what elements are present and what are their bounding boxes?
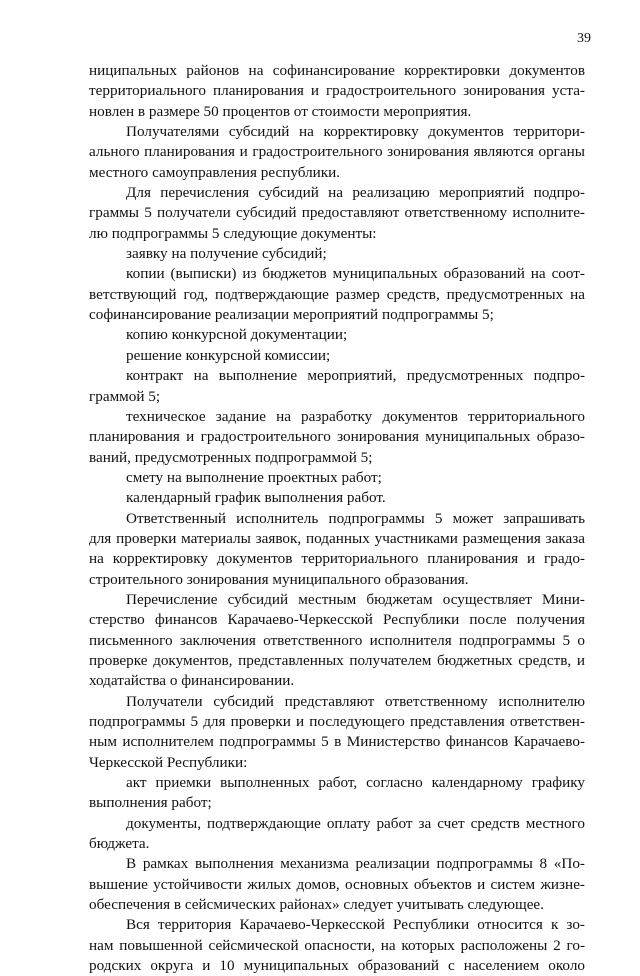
text-line: ходатайства о финансировании.: [89, 672, 295, 690]
text-line: календарный график выполнения работ.: [126, 489, 386, 507]
text-line: копии (выписки) из бюджетов муниципальных образований на соот-: [126, 265, 585, 283]
text-line: граммой 5;: [89, 387, 161, 405]
text-line: Получатели субсидий представляют ответственному исполнителю: [126, 692, 585, 710]
text-line: акт приемки выполненных работ, согласно календарному графику: [126, 774, 585, 792]
body-text: [89, 61, 585, 976]
text-line: подпрограммы 5 для проверки и последующего представления ответствен-: [89, 713, 585, 730]
text-line: документы, подтверждающие оплату работ за счет средств местного: [126, 814, 585, 832]
text-line: заявку на получение субсидий;: [126, 245, 327, 263]
text-line: стерство финансов Карачаево-Черкесской Республики после получения: [89, 611, 585, 629]
text-line: нам повышенной сейсмической опасности, на которых расположены 2 го-: [89, 936, 585, 954]
text-line: ным исполнителем подпрограммы 5 в Министерство финансов Карачаево-: [89, 733, 585, 751]
text-line: Для перечисления субсидий на реализацию мероприятий подпро-: [126, 184, 585, 202]
text-line: ниципальных районов на софинансирование корректировки документов: [89, 62, 585, 79]
text-line: обеспечения в сейсмических районах» следует учитывать следующее.: [89, 896, 544, 914]
text-line: ветствующий год, подтверждающие размер средств, предусмотренных на: [89, 285, 585, 303]
text-line: бюджета.: [89, 835, 150, 853]
text-line: территориального планирования и градостроительного зонирования уста-: [89, 82, 585, 100]
text-line: граммы 5 получатели субсидий предоставляют ответственному исполните-: [89, 204, 585, 222]
text-line: вышение устойчивости жилых домов, основных объектов и систем жизне-: [89, 875, 585, 893]
text-line: новлен в размере 50 процентов от стоимости мероприятия.: [89, 102, 472, 120]
text-line: Получателями субсидий на корректировку документов территори-: [126, 123, 585, 141]
page-number: 39: [577, 31, 591, 46]
text-line: контракт на выполнение мероприятий, предусмотренных подпро-: [126, 367, 585, 385]
text-line: ального планирования и градостроительного зонирования являются органы: [89, 143, 585, 161]
text-line: строительного зонирования муниципального образования.: [89, 570, 469, 588]
text-line: Перечисление субсидий местным бюджетам осуществляет Мини-: [126, 590, 585, 608]
text-line: решение конкурсной комиссии;: [126, 346, 331, 364]
text-line: ваний, предусмотренных подпрограммой 5;: [89, 448, 373, 466]
text-line: на корректировку документов территориального планирования и градо-: [89, 550, 585, 568]
text-line: письменного заключения ответственного исполнителя подпрограммы 5 о: [89, 631, 585, 649]
text-line: техническое задание на разработку документов территориального: [126, 407, 585, 425]
text-line: смету на выполнение проектных работ;: [126, 468, 382, 486]
text-line: лю подпрограммы 5 следующие документы:: [89, 224, 377, 242]
text-line: родских округа и 10 муниципальных образований с населением около: [89, 957, 585, 975]
text-line: местного самоуправления республики.: [89, 163, 341, 181]
text-line: В рамках выполнения механизма реализации подпрограммы 8 «По-: [126, 855, 585, 873]
text-line: выполнения работ;: [89, 794, 212, 812]
text-line: проверке документов, представленных получателем бюджетных средств, и: [89, 651, 585, 669]
text-line: для проверки материалы заявок, поданных участниками размещения заказа: [89, 529, 585, 547]
text-line: Вся территория Карачаево-Черкесской Республики относится к зо-: [126, 916, 585, 934]
text-line: Ответственный исполнитель подпрограммы 5 может запрашивать: [126, 509, 585, 527]
text-line: Черкесской Республики:: [89, 753, 248, 771]
text-line: копию конкурсной документации;: [126, 326, 348, 344]
text-line: планирования и градостроительного зонирования муниципальных образо-: [89, 428, 585, 446]
text-line: софинансирование реализации мероприятий подпрограммы 5;: [89, 306, 494, 324]
